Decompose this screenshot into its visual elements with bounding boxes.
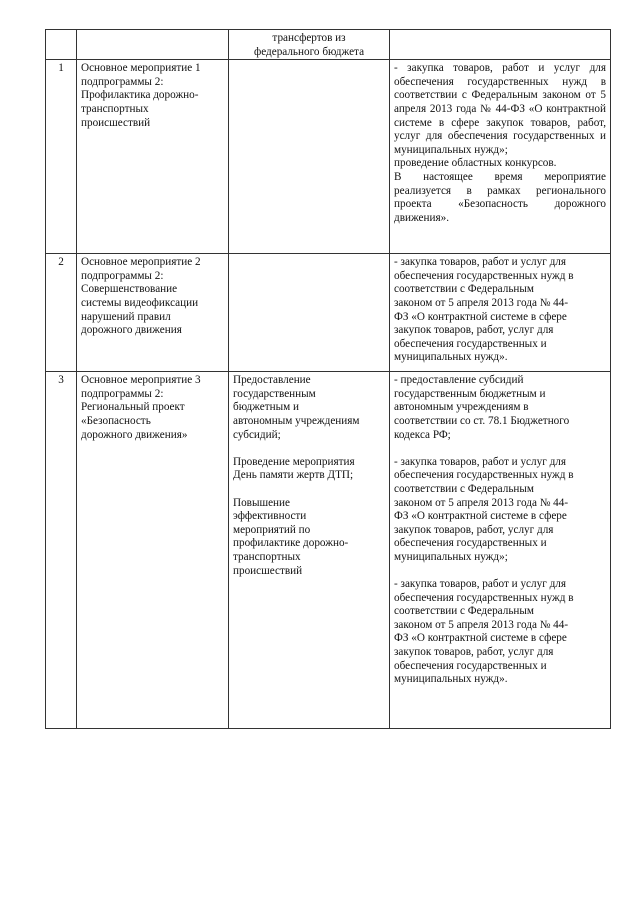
right-line: законом от 5 апреля 2013 года № 44- [394,618,569,631]
table-row [46,372,611,729]
right-line: муниципальных нужд». [394,673,508,686]
header-mid-cell [229,30,390,60]
mid-line: Проведение мероприятия [233,455,355,468]
right-line: - закупка товаров, работ и услуг для [394,256,567,269]
measure-name-line: подпрограммы 2: [81,75,164,88]
header-line: федерального бюджета [253,45,365,58]
measure-name-line: Основное мероприятие 1 [81,62,201,75]
mid-line: бюджетным и [233,401,299,414]
right-line: - предоставление субсидий [394,374,524,387]
header-line: трансфертов из [272,32,346,44]
right-line: автономным учреждениям в [394,401,529,414]
right-block [394,374,606,442]
right-line: - закупка товаров, работ и услуг для [394,455,567,468]
measure-name-line: системы видеофиксации [81,296,199,309]
measure-name-line: транспортных [81,102,149,115]
right-line: законом от 5 апреля 2013 года № 44- [394,296,569,309]
right-line: обеспечения государственных нужд в [394,469,574,482]
measure-name-cell [77,60,229,254]
table-row [46,60,611,254]
header-name-cell [77,30,229,60]
measure-name-line: дорожного движения [81,324,182,337]
right-line: обеспечения государственных и [394,337,547,350]
mid-line: автономным учреждениям [233,414,360,427]
right-line: - закупка товаров, работ и услуг для [394,578,567,591]
right-paragraph: проведение областных конкурсов. [394,157,557,170]
measure-name-line: Профилактика дорожно- [81,89,199,102]
measure-name-line: дорожного движения» [81,428,188,441]
row-number: 1 [46,60,77,254]
measure-name-line: «Безопасность [81,414,151,427]
measure-name-line: Региональный проект [81,401,185,414]
right-cell [390,372,611,729]
right-line: закупок товаров, работ, услуг для [394,646,554,659]
right-line: муниципальных нужд»; [394,550,508,563]
measure-name-line: подпрограммы 2: [81,387,164,400]
right-line: ФЗ «О контрактной системе в сфере [394,510,567,523]
mid-line: День памяти жертв ДТП; [233,469,354,482]
mid-line: Повышение [233,496,290,509]
row-number: 3 [46,372,77,729]
right-line: обеспечения государственных нужд в [394,269,574,282]
right-line: соответствии с Федеральным [394,283,535,296]
right-line: обеспечения государственных нужд в [394,591,574,604]
mid-line: Предоставление [233,374,311,387]
right-block [394,456,606,565]
right-line: обеспечения государственных и [394,537,547,550]
right-cell [390,60,611,254]
right-line: закупок товаров, работ, услуг для [394,324,554,337]
mid-block [233,374,385,442]
mid-cell [229,60,390,254]
header-num-cell [46,30,77,60]
right-block [394,578,606,687]
measure-name-cell [77,372,229,729]
right-line: ФЗ «О контрактной системе в сфере [394,632,567,645]
right-line: соответствии со ст. 78.1 Бюджетного [394,414,570,427]
measure-name-line: Основное мероприятие 3 [81,374,201,387]
mid-line: субсидий; [233,428,281,441]
mid-line: эффективности [233,510,307,523]
measure-name-line: происшествий [81,116,151,129]
mid-line: транспортных [233,550,301,563]
table-row [46,254,611,372]
row-number: 2 [46,254,77,372]
measure-name-line: подпрограммы 2: [81,269,164,282]
right-line: закупок товаров, работ, услуг для [394,523,554,536]
right-line: государственным бюджетным и [394,387,546,400]
right-line: ФЗ «О контрактной системе в сфере [394,310,567,323]
right-line: обеспечения государственных и [394,659,547,672]
right-line: соответствии с Федеральным [394,482,535,495]
mid-block [233,456,385,483]
measure-name-line: Совершенствование [81,283,178,296]
mid-line: профилактике дорожно- [233,537,349,550]
measure-name-line: Основное мероприятие 2 [81,256,201,269]
mid-block [233,497,385,579]
header-right-cell [390,30,611,60]
right-line: муниципальных нужд». [394,351,508,364]
measures-table [45,29,611,729]
header-row [46,30,611,60]
right-line: законом от 5 апреля 2013 года № 44- [394,496,569,509]
measure-name-line: нарушений правил [81,310,171,323]
right-paragraph: В настоящее время мероприятие реализуется в рамках регионального проекта «Безопасность дорожного движения». [394,170,606,224]
right-line: соответствии с Федеральным [394,605,535,618]
mid-line: мероприятий по [233,523,311,536]
right-cell [390,254,611,372]
mid-line: происшествий [233,564,303,577]
right-paragraph: - закупка товаров, работ и услуг для обеспечения государственных нужд в соответствии с Федеральным законом от 5 апреля 2013 года № 44-ФЗ «О контрактной системе в сфере закупок товаров, работ, услуг для обеспечения государственных и муниципальных нужд»; [394,62,606,156]
mid-cell [229,372,390,729]
mid-cell [229,254,390,372]
right-line: кодекса РФ; [394,428,451,441]
measure-name-cell [77,254,229,372]
mid-line: государственным [233,387,316,400]
